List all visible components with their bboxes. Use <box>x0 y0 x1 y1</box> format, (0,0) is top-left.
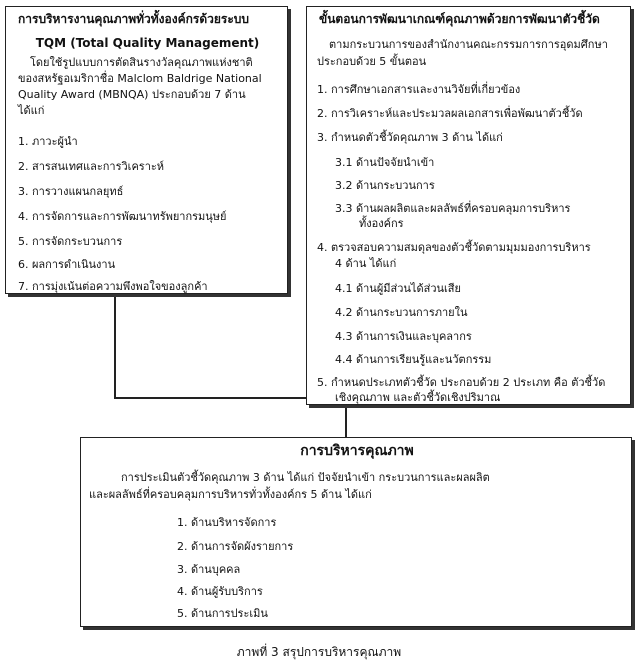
tqm-item-7: 7. การมุ่งเน้นต่อความพึงพอใจของลูกค้า <box>18 280 208 293</box>
indicator-intro-line2: ประกอบด้วย 5 ขั้นตอน <box>317 55 427 68</box>
step-3: 3. กำหนดตัวชี้วัดคุณภาพ 3 ด้าน ได้แก่ <box>317 131 503 144</box>
indicator-development-box <box>306 6 631 405</box>
step-3-3: 3.3 ด้านผลผลิตและผลลัพธ์ที่ครอบคลุมการบริหาร <box>335 202 571 215</box>
figure-caption: ภาพที่ 3 สรุปการบริหารคุณภาพ <box>236 645 402 659</box>
tqm-item-2: 2. สารสนเทศและการวิเคราะห์ <box>18 160 165 173</box>
indicator-intro-line1: ตามกระบวนการของสำนักงานคณะกรรมการการอุดมศึกษา <box>329 38 608 51</box>
step-3-2: 3.2 ด้านกระบวนการ <box>335 179 435 192</box>
step-4-2: 4.2 ด้านกระบวนการภายใน <box>335 306 468 319</box>
qm-title: การบริหารคุณภาพ <box>300 443 414 459</box>
step-5-line2: เชิงคุณภาพ และตัวชี้วัดเชิงปริมาณ <box>335 391 501 404</box>
tqm-intro-line4: ได้แก่ <box>18 104 45 117</box>
connector-left-vertical <box>114 294 116 398</box>
step-3-1: 3.1 ด้านปัจจัยนำเข้า <box>335 156 435 169</box>
step-1: 1. การศึกษาเอกสารและงานวิจัยที่เกี่ยวข้อง <box>317 83 521 96</box>
tqm-item-6: 6. ผลการดำเนินงาน <box>18 258 116 271</box>
qm-item-5: 5. ด้านการประเมิน <box>177 607 268 620</box>
indicator-title: ขั้นตอนการพัฒนาเกณฑ์คุณภาพด้วยการพัฒนาตัวชี้วัด <box>319 12 600 26</box>
quality-management-box <box>80 437 632 627</box>
tqm-intro-line3: Quality Award (MBNQA) ประกอบด้วย 7 ด้าน <box>18 88 246 101</box>
tqm-title-line1: การบริหารงานคุณภาพทั่วทั้งองค์กรด้วยระบบ <box>18 12 250 26</box>
step-4-4: 4.4 ด้านการเรียนรู้และนวัตกรรม <box>335 353 492 366</box>
qm-intro-line2: และผลลัพธ์ที่ครอบคลุมการบริหารทั่วทั้งองค์กร 5 ด้าน ได้แก่ <box>89 488 372 501</box>
step-3-3-cont: ทั้งองค์กร <box>359 217 404 230</box>
step-5-line1: 5. กำหนดประเภทตัวชี้วัด ประกอบด้วย 2 ประเภท คือ ตัวชี้วัด <box>317 376 606 389</box>
tqm-box <box>5 6 288 294</box>
step-4-line2: 4 ด้าน ได้แก่ <box>335 257 397 270</box>
tqm-title-line2: TQM (Total Quality Management) <box>35 36 260 50</box>
tqm-item-5: 5. การจัดกระบวนการ <box>18 235 123 248</box>
step-4-line1: 4. ตรวจสอบความสมดุลของตัวชี้วัดตามมุมมองการบริหาร <box>317 241 591 254</box>
qm-item-3: 3. ด้านบุคคล <box>177 563 241 576</box>
tqm-intro-line2: ของสหรัฐอเมริกาชื่อ Malclom Baldrige National <box>18 72 262 85</box>
tqm-item-3: 3. การวางแผนกลยุทธ์ <box>18 185 124 198</box>
qm-item-2: 2. ด้านการจัดผังรายการ <box>177 540 294 553</box>
step-4-1: 4.1 ด้านผู้มีส่วนได้ส่วนเสีย <box>335 282 461 295</box>
qm-item-1: 1. ด้านบริหารจัดการ <box>177 516 277 529</box>
tqm-intro-line1: โดยใช้รูปแบบการตัดสินรางวัลคุณภาพแห่งชาติ <box>30 56 253 69</box>
step-4-3: 4.3 ด้านการเงินและบุคลากร <box>335 330 472 343</box>
tqm-item-4: 4. การจัดการและการพัฒนาทรัพยากรมนุษย์ <box>18 210 227 223</box>
step-2: 2. การวิเคราะห์และประมวลผลเอกสารเพื่อพัฒนาตัวชี้วัด <box>317 107 583 120</box>
tqm-item-1: 1. ภาวะผู้นำ <box>18 135 78 148</box>
qm-item-4: 4. ด้านผู้รับบริการ <box>177 585 263 598</box>
qm-intro-line1: การประเมินตัวชี้วัดคุณภาพ 3 ด้าน ได้แก่ ปัจจัยนำเข้า กระบวนการและผลผลิต <box>121 471 490 484</box>
